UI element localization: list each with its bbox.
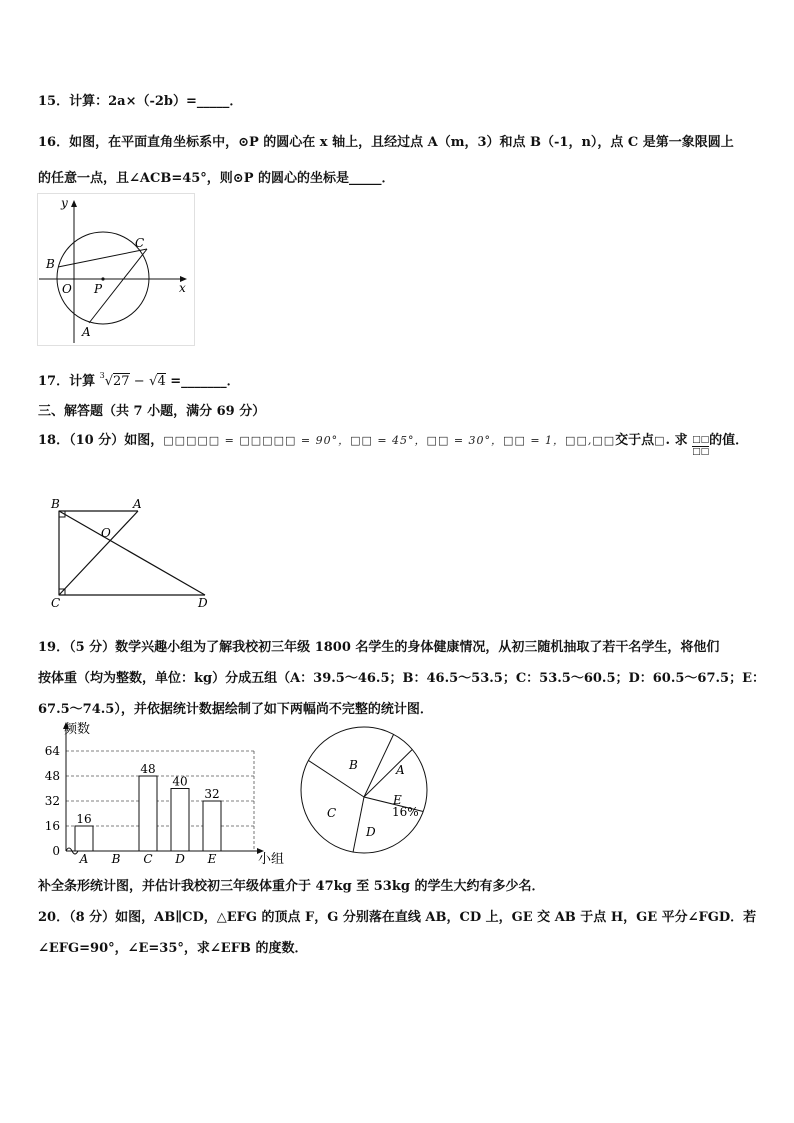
bar-y-tick: 64	[44, 744, 60, 758]
bar-y-tick: 0	[52, 844, 60, 858]
q18-frac-bot: □□	[692, 447, 710, 457]
bar-data-label-C: 48	[140, 762, 156, 776]
bar-chart	[36, 718, 292, 868]
bar-C	[139, 776, 157, 851]
q18-fraction	[692, 435, 709, 458]
q18-mid: 交于点	[615, 433, 655, 448]
pie-annotation-e: 16%	[392, 805, 419, 819]
q20-line2: ∠EFG=90°，∠E=35°，求∠EFB 的度数．	[38, 941, 308, 956]
label-p: P	[94, 282, 103, 296]
label-b: B	[51, 497, 60, 511]
label-y: y	[61, 196, 68, 210]
q18-text	[38, 429, 749, 457]
q18-garbled-point: □	[654, 434, 666, 447]
label-x: x	[179, 281, 186, 295]
q19-line2: 按体重（均为整数，单位：kg）分成五组（A：39.5～46.5；B：46.5～53.5；C：53.5～60.5；D：60.5～67.5；E：	[38, 671, 765, 686]
pie-label-e: E	[393, 793, 402, 807]
q17-minus: −	[133, 374, 145, 389]
bar-category-E: E	[207, 852, 217, 866]
pie-label-c: C	[327, 806, 337, 820]
bar-data-label-E: 32	[204, 787, 220, 801]
q17-suffix: =_______．	[170, 374, 240, 389]
bar-category-B: B	[111, 852, 121, 866]
bar-category-D: D	[175, 852, 185, 866]
q17-cube-root	[99, 370, 134, 389]
q17-radicand-1: 27	[113, 374, 130, 389]
label-c: C	[51, 596, 61, 610]
q18-frac-top: □□	[692, 435, 710, 445]
q17-text	[38, 370, 240, 389]
pie-label-b: B	[349, 758, 358, 772]
bar-x-title: 小组	[258, 852, 285, 867]
bar-category-C: C	[143, 852, 153, 866]
bar-E	[203, 801, 221, 851]
pie-divider	[364, 734, 394, 797]
pie-outline	[301, 727, 427, 853]
q18-figure	[37, 495, 217, 615]
q17-sqrt: √4	[149, 374, 166, 389]
q19-line1: 19．（5 分）数学兴趣小组为了解我校初三年级 1800 名学生的身体健康情况，从初三随机抽取了若干名学生，将他们	[38, 640, 720, 655]
label-c: C	[135, 236, 145, 250]
q18-garbled-condition: □□□□□ = □□□□□ = 90°，□□ = 45°，□□ = 30°，□□ = 1，□□,□□	[163, 434, 616, 447]
label-a: A	[133, 497, 142, 511]
pie-label-a: A	[396, 763, 405, 777]
bar-y-tick: 48	[44, 769, 60, 783]
bar-category-A: A	[79, 852, 89, 866]
label-o: O	[62, 282, 72, 296]
pie-divider	[364, 750, 412, 797]
q16-line2: 的任意一点，且∠ACB=45°，则⊙P 的圆心的坐标是_____．	[38, 171, 395, 186]
label-b: B	[46, 257, 55, 271]
q18-lead: 18．（10 分）如图，	[38, 433, 164, 448]
bar-y-tick: 16	[44, 819, 60, 833]
bar-data-label-D: 40	[172, 774, 188, 789]
seg-ca	[59, 511, 138, 595]
q20-line1: 20．（8 分）如图，AB∥CD，△EFG 的顶点 F，G 分别落在直线 AB，CD 上，GE 交 AB 于点 H，GE 平分∠FGD．若	[38, 910, 757, 925]
seg-bd	[59, 511, 205, 595]
label-d: D	[198, 596, 208, 610]
q15-text	[38, 90, 242, 109]
bar-data-label-A: 16	[76, 812, 92, 826]
q17-radicand-2: 4	[157, 374, 166, 389]
label-o: O	[101, 526, 111, 540]
section-3-heading: 三、解答题（共 7 小题，满分 69 分）	[38, 404, 266, 419]
q16-line1: 16．如图，在平面直角坐标系中，⊙P 的圆心在 x 轴上，且经过点 A（m，3）和点 B（-1，n），点 C 是第一象限圆上	[38, 135, 734, 150]
q19-line4: 补全条形统计图，并估计我校初三年级体重介于 47kg 至 53kg 的学生大约有多少名．	[38, 879, 545, 894]
q15-body: 计算：2a×（-2b）=_____．	[69, 94, 243, 109]
q17-root-index: 3	[99, 370, 105, 380]
chord-bc	[58, 249, 147, 267]
q16-y-arrow	[71, 200, 77, 207]
q18-tail: 的值．	[709, 433, 749, 448]
q18-mid2: . 求	[665, 433, 688, 448]
q16-figure	[37, 193, 195, 346]
radical-sign: √	[104, 374, 114, 389]
bar-A	[75, 826, 93, 851]
label-a: A	[82, 325, 91, 339]
bar-y-title: 频数	[64, 722, 91, 737]
bar-y-tick: 32	[44, 794, 60, 808]
pie-chart	[298, 722, 430, 862]
bar-D	[171, 789, 189, 852]
q15-number: 15．	[38, 94, 70, 109]
q17-prefix: 17．计算	[38, 374, 96, 389]
pie-label-d: D	[366, 825, 376, 839]
center-p	[101, 277, 104, 280]
pie-divider	[353, 797, 364, 852]
q19-line3: 67.5～74.5），并依据统计数据绘制了如下两幅尚不完整的统计图．	[38, 702, 433, 717]
